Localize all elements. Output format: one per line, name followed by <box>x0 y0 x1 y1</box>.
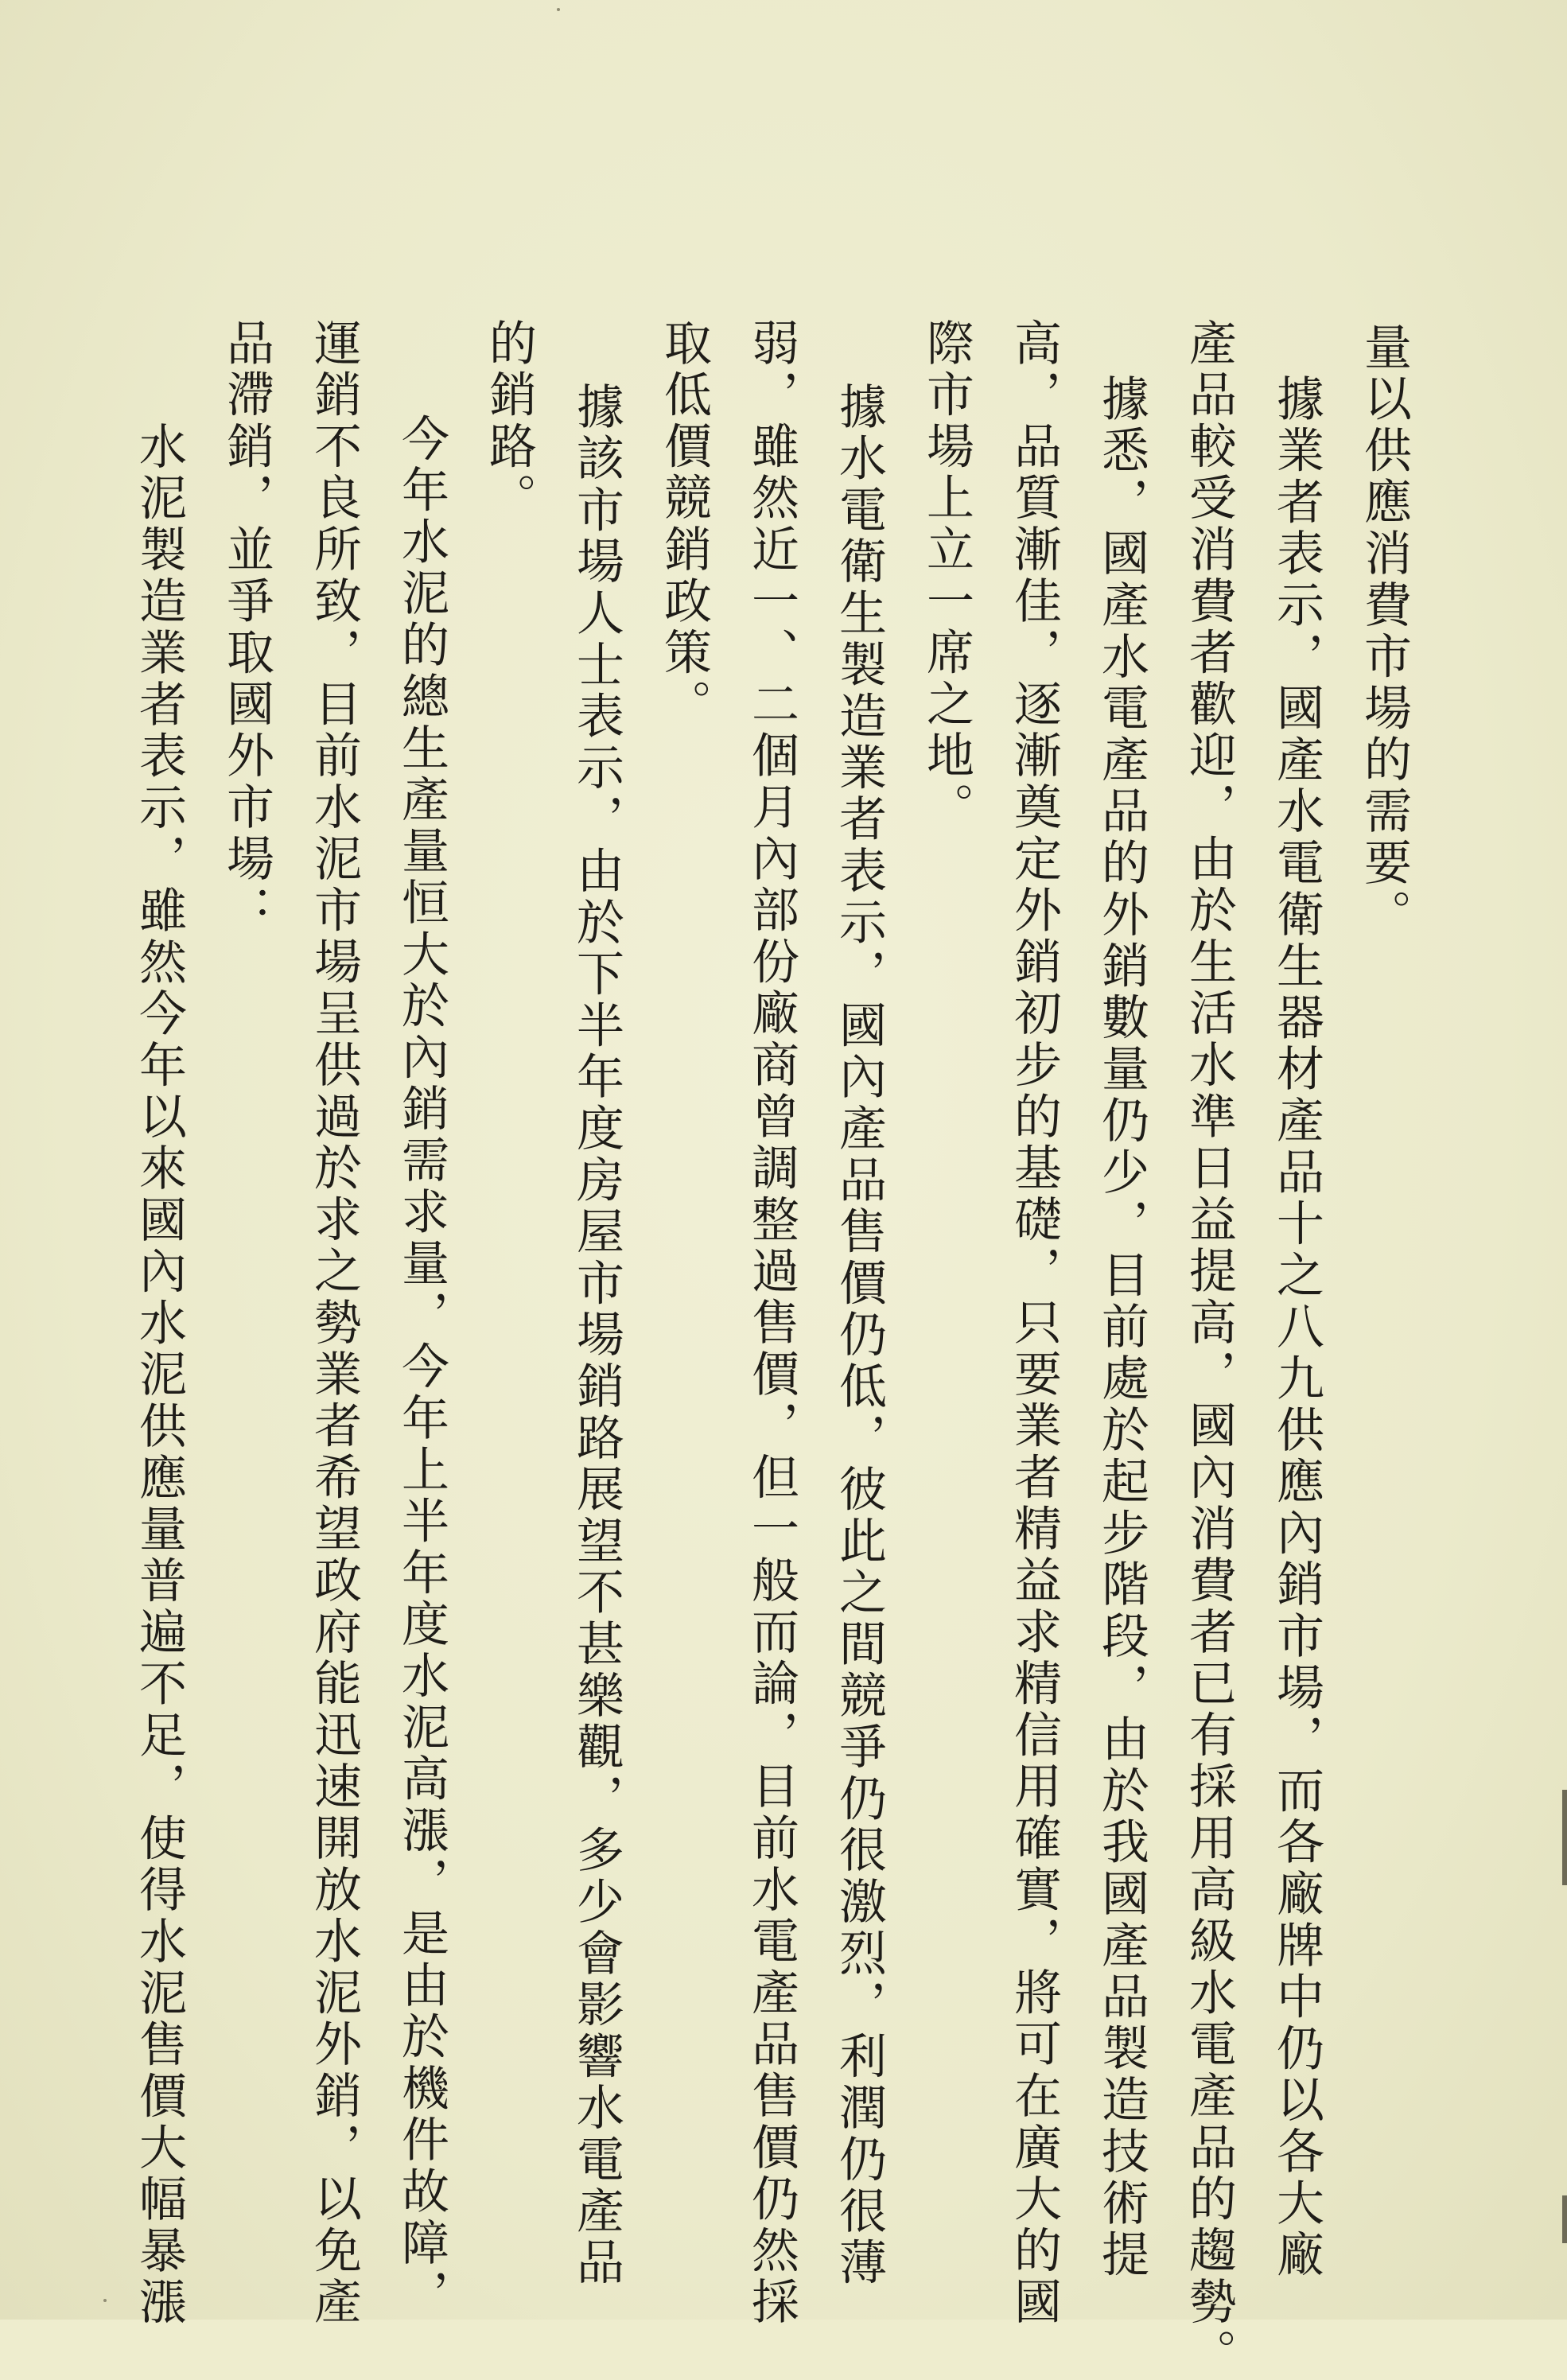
text-column-5: 高，品質漸佳，逐漸奠定外銷初步的基礎，只要業者精益求精信用確實，將可在廣大的國 <box>1006 318 1062 2329</box>
text-column-15: 水泥製造業者表示，雖然今年以來國內水泥供應量普遍不足，使得水泥售價大幅暴漲 <box>131 422 187 2329</box>
paper-speck <box>557 8 560 11</box>
text-column-2: 據業者表示，國產水電衛生器材產品十之八九供應內銷市場，而各廠牌中仍以各大廠 <box>1269 374 1324 2281</box>
text-column-13: 運銷不良所致，目前水泥市場呈供過於求之勢業者希望政府能迅速開放水泥外銷，以免產 <box>306 318 362 2329</box>
text-column-14: 品滯銷，並爭取國外市場： <box>219 318 274 937</box>
text-column-7: 據水電衛生製造業者表示，國內產品售價仍低，彼此之間競爭仍很激烈，利潤仍很薄 <box>831 382 887 2289</box>
text-column-3: 產品較受消費者歡迎，由於生活水準日益提高，國內消費者已有採用高級水電產品的趨勢。 <box>1181 318 1237 2380</box>
text-column-10: 據該市場人士表示，由於下半年度房屋市場銷路展望不甚樂觀，多少會影響水電產品 <box>569 382 624 2289</box>
page-edge-mark <box>1562 2195 1567 2243</box>
text-column-6: 際市場上立一席之地。 <box>919 318 974 834</box>
text-column-1: 量以供應消費市場的需要。 <box>1356 322 1412 941</box>
text-column-4: 據悉，國產水電產品的外銷數量仍少，目前處於起步階段，由於我國產品製造技術提 <box>1094 374 1149 2281</box>
paper-speck <box>103 2299 107 2302</box>
text-column-12: 今年水泥的總生產量恒大於內銷需求量，今年上半年度水泥高漲，是由於機件故障， <box>394 414 449 2321</box>
text-column-11: 的銷路。 <box>481 318 537 525</box>
text-column-9: 取低價競銷政策。 <box>656 318 712 731</box>
text-column-8: 弱，雖然近一、二個月內部份廠商曾調整過售價，但一般而論，目前水電產品售價仍然採 <box>744 318 799 2329</box>
page-edge-mark <box>1562 1790 1567 1885</box>
